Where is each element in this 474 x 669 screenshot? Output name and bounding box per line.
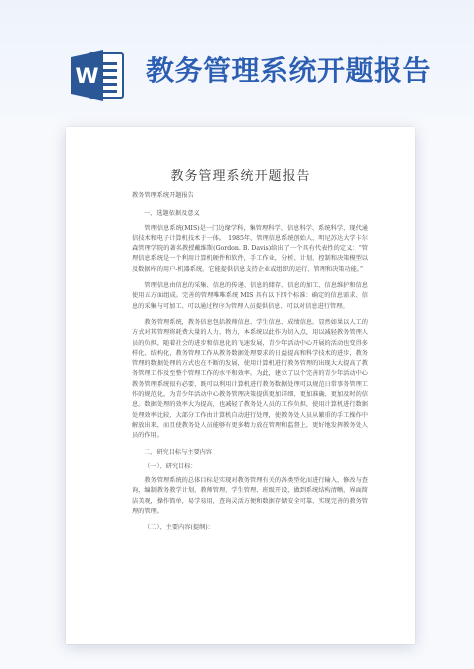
document-header: 教务管理系统开题报告 xyxy=(132,192,194,199)
section2-heading: 二、研究目标与主要内容 xyxy=(144,448,213,456)
document-title: 教务管理系统开题报告 xyxy=(170,169,311,184)
banner-title: 教务管理系统开题报告 xyxy=(146,54,432,87)
section2-subheading-2: （二）、主要内容(提纲)： xyxy=(144,524,214,532)
section1-heading: 一、选题依据及意义 xyxy=(144,210,200,218)
document-body xyxy=(132,191,368,538)
document-page xyxy=(66,127,415,644)
banner xyxy=(0,0,474,118)
section1-paragraph-2: 管理信息由信息的采集、信息的传递、信息的储存、信息的加工、信息维护和信息使用五方面组成。完善的管理唯唯系统 MIS 具有以下四个标准：确定的信息需求、信息的采集与可加工、可以通过程序为管理人员提供信息、可以对信息进行管理。 xyxy=(132,282,368,310)
word-document-icon xyxy=(67,44,129,106)
section2-paragraph-1: 教务管理系统的总体目标是实现对教务管理有关的各类型化而进行输入、修改与查询，编制教务教学计划、教师管理、学生管理、班级开设，做到系统结构清晰，界面简洁美观，操作简单，易学易用，查询灵活方便和数据存储安全可靠，实现完善的教务管理的管理。 xyxy=(132,477,368,516)
word-icon-letter: W xyxy=(75,64,99,88)
section1-paragraph-1: 管理信息系统(MIS)是一门边缘学科，集管理科学、信息科学、系统科学、现代通信技术和电子计算机技术于一体。 1985年，管理信息系统创始人、明尼苏达大学卡尔森管理学院的著名教授戴维斯(Gordon. B. Davis)给出了一个具有代表性的定义：“管理信息系统是一个利用计算机硬件和软件，手工作业，分析、计划、控制和决策模型以及数据库的用户-机器系统。它能提供信息支持企业或组织的运行、管理和决策功能。” xyxy=(132,224,368,273)
section1-paragraph-3: 教务管理系统，教务信息包括教师信息、学生信息、成绩信息。显然如果以人工的方式对其管理将耗费大量的人力、物力，本系统以此作为切入点，用以减轻教务管理人员的负担，随着社会的进步和信息化的飞速发展，青少年活动中心开展的活动也变得多样化、结构化，教务管理工作从教务数据处理要求的日益提高和科学技术的进步，教务管理的数据处理的方式也在不断的发展，使用计算机进行教务管理的出现大大提高了教务管理工作及至整个管理工作的水平和效率。为此，建立了以个完善的青少年活动中心教务管理系统很有必要，既可以利用计算机进行教务数据处理可以规范日常事务管理工作的规范化，为青少年活动中心教务管理决策提供更加详细、更加准确、更加及时的信息。数据处理的效率大为提高，也减轻了教务处人员的工作负担，使用计算机进行数据处理效率比较，大部分工作由计算机自动进行处理，使教务处人员从繁重的手工操作中解放出来，而且使教务处人员能够有更多精力放在管理和监督上，更好地发挥教务处人员的作用。 xyxy=(132,318,368,440)
section2-subheading-1: （一）、研究目标： xyxy=(144,462,197,470)
